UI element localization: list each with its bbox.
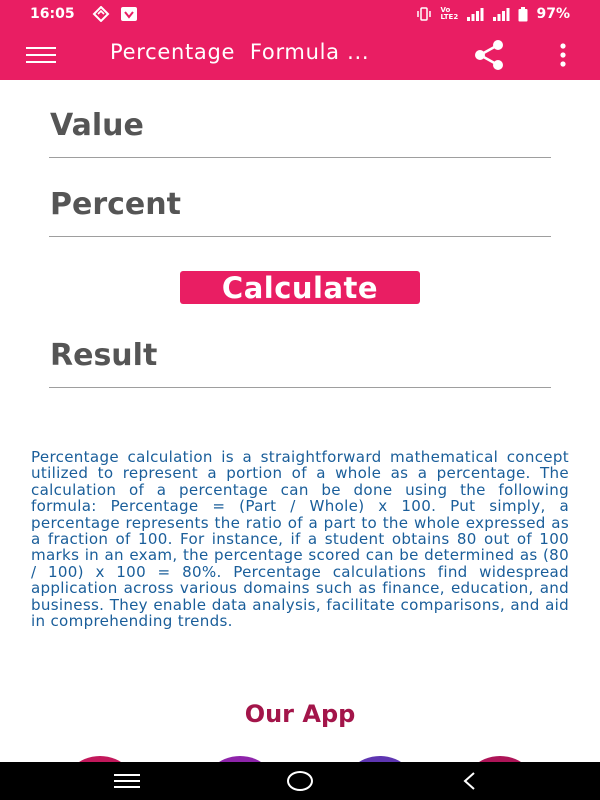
app-bar [0,30,600,80]
percent-field-underline [49,236,551,237]
app-title: Percentage Formula ... [110,40,370,64]
recent-apps-icon[interactable] [114,772,140,790]
value-field[interactable] [49,108,551,158]
our-app-heading: Our App [244,700,356,728]
result-field[interactable] [49,338,551,388]
more-vertical-icon[interactable] [556,42,570,68]
signal-icon [466,8,484,21]
download-icon [120,6,138,22]
battery-icon [518,7,528,22]
hamburger-menu-icon[interactable] [26,45,56,65]
battery-percent: 97% [536,6,570,22]
result-field-label: Result [50,338,158,373]
percent-field-label: Percent [50,187,181,222]
value-field-underline [49,157,551,158]
home-icon[interactable] [287,771,313,791]
calculate-button[interactable]: Calculate [180,271,420,304]
status-bar [0,0,600,30]
result-field-underline [49,387,551,388]
system-nav-bar [0,762,600,800]
value-field-label: Value [50,108,144,143]
network-type-label: Vo LTE2 [440,6,459,21]
status-time: 16:05 [30,6,75,22]
percent-field[interactable] [49,187,551,237]
signal-icon [492,8,510,21]
share-icon[interactable] [471,39,507,71]
sync-icon [92,6,110,22]
description-text: Percentage calculation is a straightforward mathematical concept utilized to represent a portion of a whole as a percentage. The calculation of a percentage can be done using the following formula: Percentage = (Part / Whole) x 100. Put simply, a percentage represents the ratio of a part to the whole expressed as a fraction of 100. For instance, if a student obtains 80 out of 100 marks in an exam, the percentage scored can be determined as (80 / 100) x 100 = 80%. Percentage calculations find widespread application across various domains such as finance, education, and business. They enable data analysis, facilitate comparisons, and aid in comprehending trends. [31,448,569,631]
vibrate-icon [416,7,432,21]
back-icon[interactable] [460,771,480,791]
